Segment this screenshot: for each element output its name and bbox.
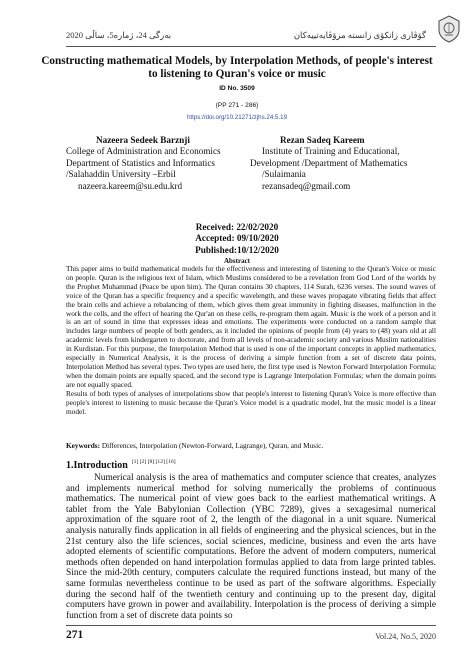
- keywords-line: [66, 441, 436, 450]
- keywords-label: Keywords:: [66, 441, 101, 450]
- author-email[interactable]: rezansadeq@gmail.com: [262, 180, 351, 191]
- author-affiliation-line: /Salahaddin University –Erbil: [66, 169, 176, 180]
- introduction-paragraph: Numerical analysis is the area of mathematics and computer science that creates, analyzes and implements numerical method for solving numerically the problems of continuous mathematics. The numerical point of view goes back to the earliest mathematical writings. A tablet from the Yale Babylonian Collection (YBC 7289), gives a sexagesimal numerical approximation of the square root of 2, the length of the diagonal in a unit square. Numerical analysis naturally finds application in all fields of engineering and the physical sciences, but in the 21st century also the life sciences, social sciences, medicine, business and even the arts have adopted elements of scientific computations. Before the advent of modern computers, numerical methods often depended on hand interpolation formulas applied to data from large printed tables. Since the mid-20th century, computers calculate the required functions instead, but many of the same formulas nevertheless continue to be used as part of the software algorithms. Especially during the second half of the twentieth century and continuing up to the present day, digital computers have grown in power and availability. Interpolation is the process of deriving a simple function from a set of discrete data points so: [66, 473, 436, 621]
- paper-title: Constructing mathematical Models, by Interpolation Methods, of people's interest to listening to Quran's voice or music: [41, 55, 433, 80]
- author-block-2: [250, 135, 407, 192]
- author-name: Rezan Sadeq Kareem: [280, 135, 365, 145]
- author-block-1: [66, 135, 221, 192]
- abstract-paragraph: This paper aims to build mathematical models for the effectiveness and interesting of listening to the Quran's Voice or music on people. Quran is the religious text of Islam, which Muslims considered to be a revelation from God Lord of the worlds by the Prophet Muhammad (Peace be upon him). The Quran contains 30 chapters, 114 Surah, 6236 verses. The sound waves of voice of the Quran has a specific frequency and a specific wavelength, and these waves propagate vibrating fields that affect the brain cells and achieve a rebalancing of them, which gives them great immunity in fighting diseases, malfunction in the work the cells, and the effect of hearing the Qur'an on these cells, re-program them again. Music is the work of a person and it is an art of sound in time that expresses ideas and emotions. The experiments were conducted on a random sample that includes large numbers of people of both genders, as it included the opinions of people from (4) years to (48) years old at all academic levels from kindergarten to doctorate, and from all levels of non-academic society and various Muslim nationalities in Kurdistan. For this purpose, the Interpolation Method that is used is one of the important concepts in applied mathematics, especially in Numerical Analysis, it is the process of deriving a simple function from a set of discrete data points, Interpolation Method has several types. Two types are used here, the first type used is Newton Forward Interpolation Formula; when the domain points are equally spaced, and the second type is Lagrange Interpolation Formulas; when the domain points are not equally spaced.: [66, 264, 436, 389]
- running-header: [66, 30, 426, 44]
- page-number: 271: [66, 629, 84, 641]
- author-affiliation-line: Development /Department of Mathematics: [250, 157, 408, 168]
- author-affiliation-line: Department of Statistics and Informatics: [66, 157, 216, 168]
- header-journal-name: گۆڤاری زانکۆی زانستە مرۆڤایەتییەکان: [293, 30, 426, 40]
- author-affiliation-line: Institute of Training and Educational,: [262, 146, 400, 157]
- introduction-body: [66, 473, 436, 621]
- author-affiliation-line: /Sulaimania: [262, 169, 306, 180]
- paper-id: ID No. 3509: [219, 85, 255, 92]
- journal-seal-icon: [437, 15, 461, 43]
- author-affiliation-line: College of Administration and Economics: [66, 146, 221, 157]
- published-date: Published:10/12/2020: [195, 244, 279, 255]
- abstract-heading: Abstract: [223, 257, 251, 265]
- page-range: (PP 271 - 286): [215, 102, 259, 109]
- received-date: Received: 22/02/2020: [195, 222, 279, 232]
- reference-citations[interactable]: [1] [2] [8] [12] [16]: [131, 459, 176, 465]
- keywords-list: Differences, Interpolation (Newton-Forward, Lagrange), Quran, and Music.: [100, 441, 324, 450]
- doi-link[interactable]: https://doi.org/10.21271/zjhs.24.5.19: [186, 114, 288, 121]
- author-email[interactable]: nazeera.kareem@su.edu.krd: [78, 180, 183, 191]
- section-heading-introduction: [66, 459, 176, 471]
- author-name: Nazeera Sedeek Barznji: [96, 135, 190, 145]
- footer-divider: [66, 625, 436, 626]
- abstract-body: [66, 265, 436, 416]
- footer-volume-info: Vol.24, No.5, 2020: [375, 632, 436, 641]
- accepted-date: Accepted: 09/10/2020: [195, 233, 279, 244]
- section-title: 1.Introduction: [66, 460, 128, 471]
- abstract-paragraph: Results of both types of analyses of interpolations show that people's interest to listening Quran's Voice is more effective than people's interest to listening to music because the Quran's Voice model is a quadratic model, but the music model is a linear model.: [66, 388, 436, 416]
- header-issue-info: بەرگی 24، ژمارە5، ساڵی 2020: [66, 30, 172, 40]
- publication-dates: [40, 222, 434, 256]
- header-divider: [66, 46, 436, 47]
